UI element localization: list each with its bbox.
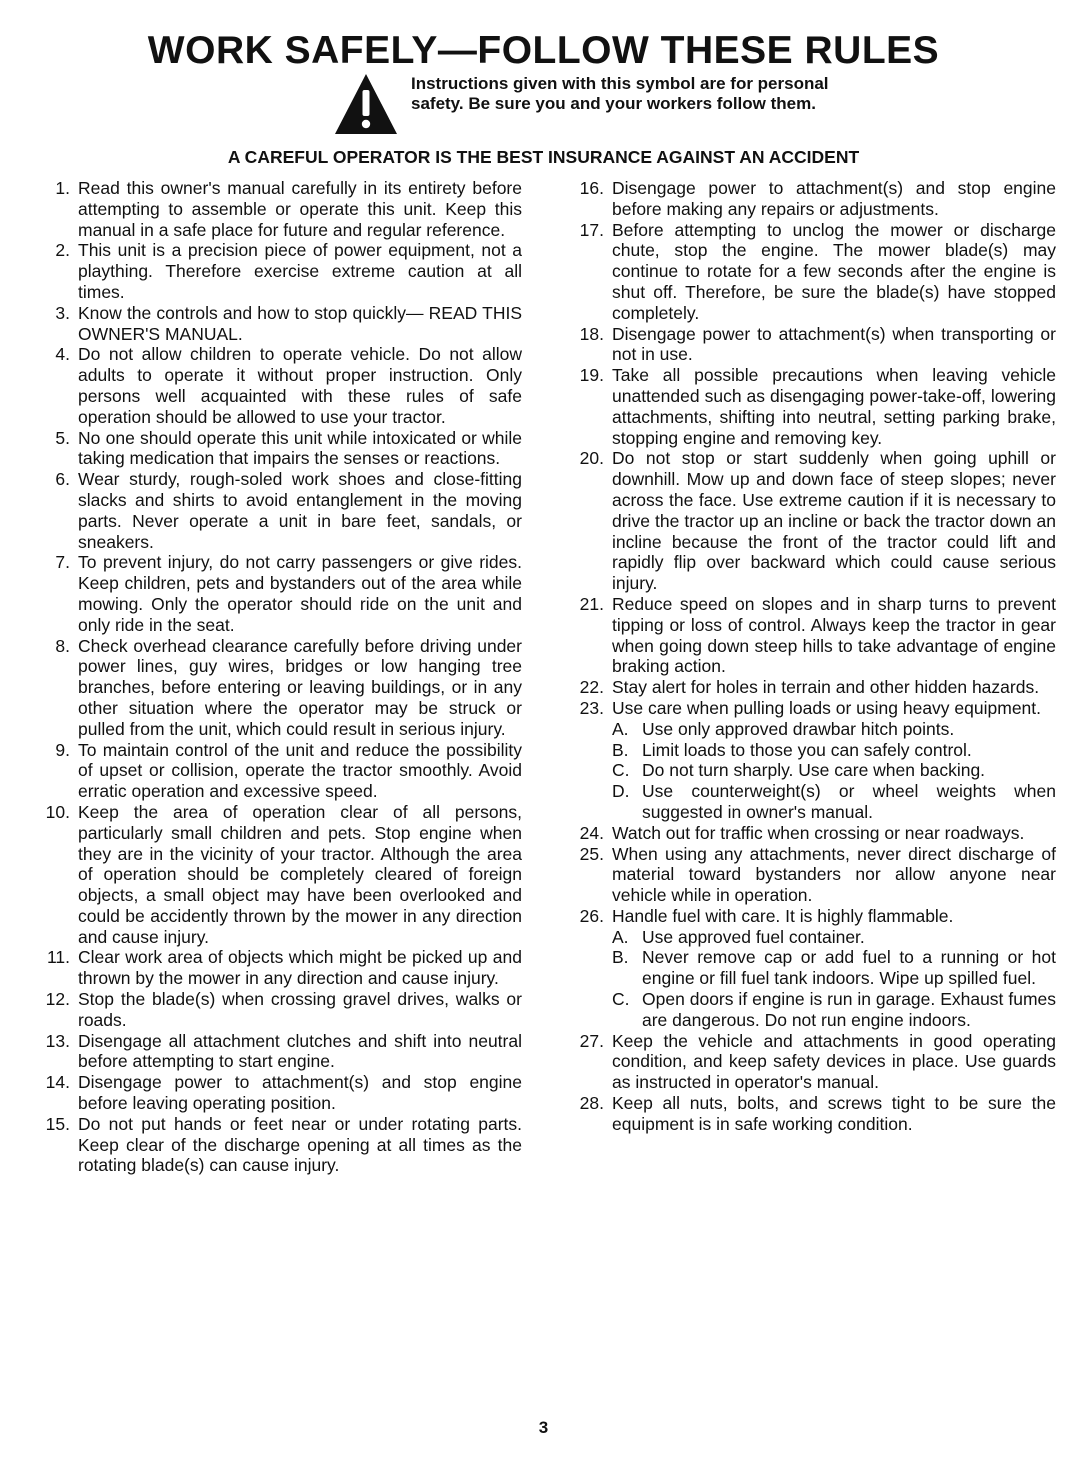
rule-text: Before attempting to unclog the mower or discharge chute, stop the engine. The mower blade(s) may continue to rotate for a few seconds after the engine is shut off. Therefore, be sure the blade(s) have stopped completely. <box>612 219 1056 323</box>
rule-number: 11. <box>46 947 70 968</box>
rule-number: 5. <box>55 427 70 448</box>
rule-text: Disengage power to attachment(s) when transporting or not in use. <box>612 323 1056 365</box>
sub-item <box>612 740 1056 761</box>
warning-triangle-icon <box>333 72 399 136</box>
rule-text: Check overhead clearance carefully before driving under power lines, guy wires, bridges or low hanging tree branches, before entering or leaving buildings, or in any other situation where the operator may be struck or pulled from the unit, which could result in serious injury. <box>78 635 522 739</box>
rule-number: 16. <box>579 178 604 198</box>
rule-text: Do not allow children to operate vehicle. Do not allow adults to operate it without proper instruction. Only persons well acquainted with these rules of safe operation should be allowed to use your tractor. <box>78 344 522 427</box>
rule-text: Do not put hands or feet near or under rotating parts. Keep clear of the discharge opening at all times as the rotating blade(s) can cause injury. <box>78 1113 522 1176</box>
rule-text: Take all possible precautions when leaving vehicle unattended such as disengaging power-take-off, lowering attachments, shifting into neutral, setting parking brake, stopping engine and removing key. <box>612 365 1056 448</box>
rule-item <box>570 448 1056 594</box>
rule-text: Reduce speed on slopes and in sharp turns to prevent tipping or loss of control. Always keep the tractor in gear when going down steep hills to take advantage of engine braking action. <box>612 593 1056 677</box>
rule-number: 24. <box>579 822 604 843</box>
rule-item <box>570 1031 1056 1093</box>
rule-number: 28. <box>579 1093 604 1114</box>
sub-item-text: Limit loads to those you can safely control. <box>642 739 972 760</box>
rule-number: 1. <box>55 178 70 198</box>
rule-item <box>36 989 522 1031</box>
sub-item-letter: A. <box>612 926 629 947</box>
rule-item <box>36 1031 522 1073</box>
rule-number: 4. <box>55 344 70 365</box>
rule-item <box>36 1114 522 1176</box>
sub-item-letter: B. <box>612 739 629 760</box>
rule-text: Keep all nuts, bolts, and screws tight to be sure the equipment is in safe working condition. <box>612 1093 1056 1134</box>
rule-item <box>570 844 1056 906</box>
rule-text: Do not stop or start suddenly when going uphill or downhill. Mow up and down face of steep slopes; never across the face. Use extreme caution if it is necessary to drive the tractor up an incline or back the tractor down an incline because the front of the tractor could lift and rapidly flip over backward which could cause serious injury. <box>612 448 1056 594</box>
rule-text: Watch out for traffic when crossing or near roadways. <box>612 822 1025 843</box>
rule-number: 21. <box>579 593 604 614</box>
page-title: WORK SAFELY—FOLLOW THESE RULES <box>147 29 940 72</box>
rule-item <box>36 947 522 989</box>
sub-item-text: Never remove cap or add fuel to a running or hot engine or fill fuel tank indoors. Wipe up spilled fuel. <box>642 947 1056 989</box>
rule-text: Stay alert for holes in terrain and other hidden hazards. <box>612 677 1040 698</box>
rule-text: When using any attachments, never direct discharge of material toward bystanders nor allow anyone near vehicle while in operation. <box>612 843 1056 906</box>
rule-item <box>36 636 522 740</box>
rule-text: Stop the blade(s) when crossing gravel drives, walks or roads. <box>78 989 522 1030</box>
sub-item <box>612 760 1056 781</box>
rule-number: 17. <box>579 219 604 240</box>
rule-text: To prevent injury, do not carry passengers or give rides. Keep children, pets and bystanders out of the area while mowing. Only the operator should ride on the unit and only ride in the seat. <box>78 552 522 635</box>
rule-text: Read this owner's manual carefully in its entirety before attempting to assemble or operate this unit. Keep this manual in a safe place for future and regular reference. <box>78 178 522 240</box>
sub-item-text: Use approved fuel container. <box>642 926 865 947</box>
rule-number: 14. <box>45 1072 70 1093</box>
rule-number: 3. <box>55 302 70 323</box>
rule-item <box>570 324 1056 366</box>
rule-number: 19. <box>579 365 604 386</box>
rule-text: Disengage all attachment clutches and shift into neutral before attempting to start engine. <box>78 1030 522 1072</box>
sub-item <box>612 927 1056 948</box>
sub-item <box>612 947 1056 989</box>
rule-item <box>36 303 522 345</box>
rules-column-left <box>36 178 522 1176</box>
rule-item <box>36 344 522 427</box>
sub-item-letter: B. <box>612 947 629 968</box>
rule-item <box>36 740 522 802</box>
sub-item-letter: C. <box>612 989 630 1010</box>
rule-item <box>570 365 1056 448</box>
rule-item <box>36 240 522 302</box>
rule-text: Handle fuel with care. It is highly flammable. <box>612 905 954 926</box>
rule-item <box>570 906 1056 1031</box>
rules-column-right <box>570 178 1056 1135</box>
symbol-instructions: Instructions given with this symbol are for personal safety. Be sure you and your workers follow them. <box>411 74 829 113</box>
rule-number: 9. <box>55 739 70 760</box>
rule-text: Know the controls and how to stop quickly— READ THIS OWNER'S MANUAL. <box>78 302 522 344</box>
rule-text: Clear work area of objects which might be picked up and thrown by the mower in any direction and cause injury. <box>78 947 522 989</box>
rule-number: 13. <box>45 1030 70 1051</box>
rule-number: 27. <box>579 1030 604 1051</box>
rule-text: Disengage power to attachment(s) and stop engine before making any repairs or adjustments. <box>612 178 1056 219</box>
rule-item <box>570 823 1056 844</box>
rule-number: 18. <box>579 323 604 344</box>
rule-item <box>36 802 522 948</box>
rule-text: Keep the vehicle and attachments in good operating condition, and keep safety devices in place. Use guards as instructed in operator's manual. <box>612 1030 1056 1093</box>
rule-number: 25. <box>579 843 604 864</box>
rule-item <box>570 594 1056 677</box>
sub-item-text: Use only approved drawbar hitch points. <box>642 718 955 739</box>
sub-item <box>612 989 1056 1031</box>
rule-number: 26. <box>579 905 604 926</box>
rule-number: 22. <box>579 677 604 698</box>
rule-text: To maintain control of the unit and reduce the possibility of upset or collision, operate the tractor smoothly. Avoid erratic operation and excessive speed. <box>78 739 522 802</box>
rule-number: 12. <box>45 989 70 1010</box>
rule-text: Wear sturdy, rough-soled work shoes and close-fitting slacks and shirts to avoid entanglement in the moving parts. Never operate a unit in bare feet, sandals, or sneakers. <box>78 469 522 552</box>
rule-number: 15. <box>45 1113 70 1134</box>
sub-item-text: Open doors if engine is run in garage. Exhaust fumes are dangerous. Do not run engine indoors. <box>642 989 1056 1030</box>
rule-item <box>36 428 522 470</box>
rule-text: Use care when pulling loads or using heavy equipment. <box>612 697 1042 718</box>
rule-text: No one should operate this unit while intoxicated or while taking medication that impairs the senses or reactions. <box>78 427 522 469</box>
sub-item-text: Use counterweight(s) or wheel weights when suggested in owner's manual. <box>642 781 1056 822</box>
sub-item <box>612 719 1056 740</box>
rule-item <box>36 552 522 635</box>
rule-item <box>570 220 1056 324</box>
rule-item <box>36 1072 522 1114</box>
rule-item <box>570 677 1056 698</box>
rule-text: Disengage power to attachment(s) and stop engine before leaving operating position. <box>78 1072 522 1114</box>
rule-number: 23. <box>579 697 604 718</box>
sub-item-letter: A. <box>612 718 629 739</box>
rule-item <box>570 178 1056 220</box>
sub-item-text: Do not turn sharply. Use care when backing. <box>642 760 986 781</box>
subheading: A CAREFUL OPERATOR IS THE BEST INSURANCE AGAINST AN ACCIDENT <box>227 147 860 167</box>
sub-item-letter: D. <box>612 781 630 802</box>
rule-number: 20. <box>579 448 604 469</box>
rule-number: 8. <box>55 635 70 656</box>
sub-item <box>612 781 1056 823</box>
rule-number: 10. <box>45 801 70 822</box>
rule-number: 2. <box>55 240 70 261</box>
sub-item-letter: C. <box>612 760 630 781</box>
rule-text: Keep the area of operation clear of all persons, particularly small children and pets. Stop engine when they are in the vicinity of your tractor. Although the area of operation should be completely cleared of foreign objects, a small object may have been overlooked and could be accidently thrown by the mower in any direction and cause injury. <box>78 801 522 947</box>
rule-item <box>36 469 522 552</box>
rule-item <box>36 178 522 240</box>
page-number: 3 <box>538 1418 549 1437</box>
rule-text: This unit is a precision piece of power equipment, not a plaything. Therefore exercise extreme caution at all times. <box>78 240 522 302</box>
rule-item <box>570 1093 1056 1135</box>
safety-symbol-note <box>333 72 853 136</box>
rule-number: 7. <box>55 552 70 573</box>
rule-item <box>570 698 1056 823</box>
rule-number: 6. <box>55 469 70 490</box>
